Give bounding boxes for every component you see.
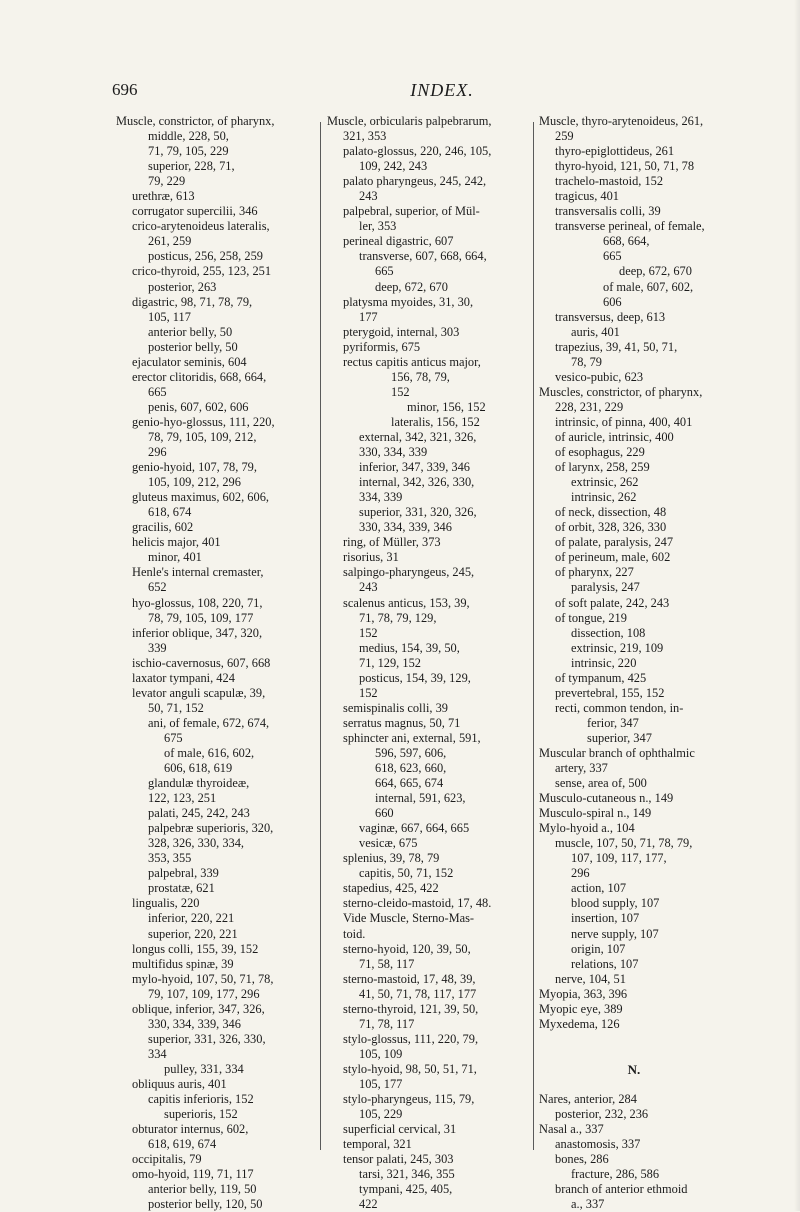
index-entry: 665 [375, 264, 394, 279]
index-entry: superior, 228, 71, [148, 159, 235, 174]
index-entry: corrugator supercilii, 346 [132, 204, 258, 219]
index-entry: Mylo-hyoid a., 104 [539, 821, 635, 836]
index-entry: thyro-hyoid, 121, 50, 71, 78 [555, 159, 695, 174]
index-entry: perineal digastric, 607 [343, 234, 454, 249]
index-entry: stylo-hyoid, 98, 50, 51, 71, [343, 1061, 477, 1076]
index-entry: 243 [359, 189, 378, 204]
index-entry: 261, 259 [148, 234, 192, 249]
index-entry: 156, 78, 79, [391, 369, 450, 384]
index-entry: stylo-pharyngeus, 115, 79, [343, 1092, 475, 1107]
index-entry: palato pharyngeus, 245, 242, [343, 174, 487, 189]
index-entry: 330, 334, 339 [359, 445, 428, 460]
index-entry: palpebræ superioris, 320, [148, 821, 274, 836]
index-entry: 339 [148, 640, 167, 655]
index-entry: of pharynx, 227 [555, 565, 634, 580]
index-entry: 71, 129, 152 [359, 655, 421, 670]
index-entry: 79, 107, 109, 177, 296 [148, 986, 260, 1001]
index-entry: superior, 331, 326, 330, [148, 1031, 266, 1046]
index-entry: thyro-epiglottideus, 261 [555, 144, 675, 159]
index-entry: Nasal a., 337 [539, 1122, 604, 1137]
index-entry: of neck, dissection, 48 [555, 505, 667, 520]
index-entry: crico-thyroid, 255, 123, 251 [132, 264, 272, 279]
index-entry: 71, 78, 117 [359, 1016, 415, 1031]
index-entry: 41, 50, 71, 78, 117, 177 [359, 986, 477, 1001]
index-entry: 675 [164, 730, 183, 745]
index-entry: capitis, 50, 71, 152 [359, 866, 454, 881]
index-entry: platysma myoides, 31, 30, [343, 294, 474, 309]
index-entry: 652 [148, 580, 167, 595]
index-entry: 78, 79, 105, 109, 212, [148, 429, 257, 444]
index-entry: intrinsic, 220 [571, 655, 637, 670]
index-entry: intrinsic, 262 [571, 490, 637, 505]
index-entry: laxator tympani, 424 [132, 670, 235, 685]
index-entry: 665 [148, 384, 167, 399]
index-entry: vesico-pubic, 623 [555, 369, 644, 384]
index-entry: 321, 353 [343, 129, 387, 144]
index-entry: 259 [555, 129, 574, 144]
index-entry: posterior, 263 [148, 279, 217, 294]
index-entry: obliquus auris, 401 [132, 1077, 227, 1091]
page-header [112, 80, 772, 104]
index-entry: palati, 245, 242, 243 [148, 806, 250, 821]
index-entry: anterior belly, 50 [148, 324, 233, 339]
index-entry: tarsi, 321, 346, 355 [359, 1167, 455, 1182]
index-entry: relations, 107 [571, 956, 639, 971]
index-entry: pulley, 331, 334 [164, 1061, 244, 1076]
index-entry: prevertebral, 155, 152 [555, 685, 665, 700]
column-divider [320, 122, 321, 1150]
index-entry: fracture, 286, 586 [571, 1167, 660, 1182]
index-entry: tensor palati, 245, 303 [343, 1152, 454, 1167]
index-entry: minor, 156, 152 [407, 399, 486, 414]
index-entry: 618, 619, 674 [148, 1137, 217, 1152]
index-entry: posterior belly, 50 [148, 339, 238, 354]
index-entry: insertion, 107 [571, 911, 640, 926]
index-entry: Muscles, constrictor, of pharynx, [539, 384, 703, 399]
index-entry: genio-hyoid, 107, 78, 79, [132, 460, 257, 475]
page-edge [794, 0, 800, 1211]
index-entry: 334, 339 [359, 490, 403, 505]
index-entry: 243 [359, 580, 378, 595]
index-entry: erector clitoridis, 668, 664, [132, 369, 267, 384]
index-entry: of esophagus, 229 [555, 445, 645, 460]
index-entry: of palate, paralysis, 247 [555, 535, 674, 550]
index-entry: palpebral, superior, of Mül- [343, 204, 480, 219]
index-entry: Nares, anterior, 284 [539, 1092, 637, 1107]
index-entry: sterno-cleido-mastoid, 17, 48. [343, 896, 492, 911]
index-entry: salpingo-pharyngeus, 245, [343, 565, 475, 580]
index-entry: internal, 591, 623, [375, 791, 466, 806]
index-entry: hyo-glossus, 108, 220, 71, [132, 595, 263, 610]
index-entry: origin, 107 [571, 941, 626, 956]
index-entry: inferior, 347, 339, 346 [359, 460, 471, 475]
index-entry: blood supply, 107 [571, 896, 660, 911]
index-entry: medius, 154, 39, 50, [359, 640, 460, 655]
index-entry: nerve supply, 107 [571, 926, 659, 941]
index-entry: ring, of Müller, 373 [343, 535, 441, 550]
index-entry: semispinalis colli, 39 [343, 700, 448, 715]
index-entry: muscle, 107, 50, 71, 78, 79, [555, 836, 693, 851]
index-entry: sense, area of, 500 [555, 776, 647, 791]
index-entry: action, 107 [571, 881, 627, 896]
index-entry: 122, 123, 251 [148, 791, 217, 806]
index-entry: 71, 58, 117 [359, 956, 415, 971]
index-entry: capitis inferioris, 152 [148, 1092, 254, 1107]
index-entry: superior, 347 [587, 730, 652, 745]
index-entry: transverse perineal, of female, [555, 219, 705, 234]
index-entry: 668, 664, [603, 234, 650, 249]
index-entry: 105, 109, 212, 296 [148, 475, 241, 490]
index-entry: a., 337 [571, 1197, 605, 1212]
index-entry: 296 [148, 445, 167, 460]
index-entry: sterno-mastoid, 17, 48, 39, [343, 971, 476, 986]
index-entry: stylo-glossus, 111, 220, 79, [343, 1031, 479, 1046]
index-entry: of larynx, 258, 259 [555, 460, 650, 475]
index-entry: nerve, 104, 51 [555, 971, 626, 986]
index-entry: Muscle, constrictor, of pharynx, [116, 114, 275, 128]
index-entry: 152 [391, 384, 410, 399]
index-entry: Myopic eye, 389 [539, 1001, 623, 1016]
index-entry: posticus, 154, 39, 129, [359, 670, 471, 685]
index-entry: Musculo-spiral n., 149 [539, 806, 652, 821]
index-entry: lateralis, 156, 152 [391, 414, 480, 429]
index-entry: Henle's internal cremaster, [132, 565, 264, 580]
index-entry: of soft palate, 242, 243 [555, 595, 670, 610]
index-entry: crico-arytenoideus lateralis, [132, 219, 270, 234]
index-entry: of auricle, intrinsic, 400 [555, 429, 674, 444]
running-title: INDEX. [410, 80, 474, 100]
index-entry: recti, common tendon, in- [555, 700, 684, 715]
index-entry: transversalis colli, 39 [555, 204, 661, 219]
index-entry: tragicus, 401 [555, 189, 620, 204]
index-entry: sterno-hyoid, 120, 39, 50, [343, 941, 471, 956]
index-entry: superficial cervical, 31 [343, 1122, 457, 1137]
index-entry: 107, 109, 117, 177, [571, 851, 667, 866]
index-entry: superior, 220, 221 [148, 926, 238, 941]
index-entry: glandulæ thyroideæ, [148, 776, 250, 791]
index-entry: 664, 665, 674 [375, 776, 444, 791]
index-entry: extrinsic, 262 [571, 475, 639, 490]
index-entry: gracilis, 602 [132, 520, 194, 535]
section-heading: N. [627, 1061, 641, 1077]
index-entry: 606, 618, 619 [164, 761, 233, 776]
index-entry: palpebral, 339 [148, 866, 219, 881]
index-entry: 330, 334, 339, 346 [148, 1016, 241, 1031]
index-entry: 328, 326, 330, 334, [148, 836, 245, 851]
index-entry: multifidus spinæ, 39 [132, 956, 234, 971]
index-entry: obturator internus, 602, [132, 1122, 249, 1137]
index-entry: 71, 79, 105, 229 [148, 144, 229, 159]
index-entry: of perineum, male, 602 [555, 550, 671, 565]
index-column-1 [116, 114, 316, 1212]
index-entry: 105, 109 [359, 1046, 403, 1061]
index-entry: 105, 229 [359, 1107, 403, 1122]
index-entry: middle, 228, 50, [148, 129, 229, 144]
index-entry: 228, 231, 229 [555, 399, 624, 414]
index-entry: mylo-hyoid, 107, 50, 71, 78, [132, 971, 274, 986]
index-entry: 79, 229 [148, 174, 186, 189]
index-entry: 105, 177 [359, 1077, 403, 1091]
index-entry: pyriformis, 675 [343, 339, 421, 354]
index-entry: posterior, 232, 236 [555, 1107, 649, 1122]
index-entry: of male, 616, 602, [164, 745, 255, 760]
index-entry: levator anguli scapulæ, 39, [132, 685, 266, 700]
index-entry: scalenus anticus, 153, 39, [343, 595, 470, 610]
index-entry: longus colli, 155, 39, 152 [132, 941, 259, 956]
index-entry: 353, 355 [148, 851, 192, 866]
index-entry: ler, 353 [359, 219, 397, 234]
index-entry: 618, 674 [148, 505, 192, 520]
index-entry: posterior belly, 120, 50 [148, 1197, 263, 1212]
page-number: 696 [112, 80, 138, 99]
index-entry: inferior, 220, 221 [148, 911, 235, 926]
index-entry: temporal, 321 [343, 1137, 412, 1152]
index-entry: genio-hyo-glossus, 111, 220, [132, 414, 275, 429]
index-entry: auris, 401 [571, 324, 620, 339]
index-entry: vaginæ, 667, 664, 665 [359, 821, 470, 836]
index-entry: Myxedema, 126 [539, 1016, 620, 1031]
index-entry: deep, 672, 670 [619, 264, 692, 279]
index-entry: external, 342, 321, 326, [359, 429, 477, 444]
index-entry: 78, 79 [571, 354, 602, 369]
index-entry: palato-glossus, 220, 246, 105, [343, 144, 492, 159]
index-entry: 50, 71, 152 [148, 700, 204, 715]
index-entry: 109, 242, 243 [359, 159, 428, 174]
index-entry: superior, 331, 320, 326, [359, 505, 477, 520]
index-entry: extrinsic, 219, 109 [571, 640, 664, 655]
index-entry: anastomosis, 337 [555, 1137, 641, 1152]
index-entry: dissection, 108 [571, 625, 646, 640]
index-entry: sterno-thyroid, 121, 39, 50, [343, 1001, 479, 1016]
index-entry: 296 [571, 866, 590, 881]
index-entry: 177 [359, 309, 378, 324]
index-entry: tympani, 425, 405, [359, 1182, 453, 1197]
index-entry: 152 [359, 685, 378, 700]
index-entry: paralysis, 247 [571, 580, 640, 595]
index-entry: 618, 623, 660, [375, 761, 447, 776]
index-entry: transversus, deep, 613 [555, 309, 666, 324]
index-entry: internal, 342, 326, 330, [359, 475, 475, 490]
index-entry: anterior belly, 119, 50 [148, 1182, 257, 1197]
index-entry: 334 [148, 1046, 167, 1061]
index-entry: urethræ, 613 [132, 189, 195, 204]
index-entry: Muscle, thyro-arytenoideus, 261, [539, 114, 704, 128]
index-entry: Muscular branch of ophthalmic [539, 745, 695, 760]
index-entry: Muscle, orbicularis palpebrarum, [327, 114, 492, 128]
index-entry: ischio-cavernosus, 607, 668 [132, 655, 271, 670]
index-entry: helicis major, 401 [132, 535, 221, 550]
index-entry: 660 [375, 806, 394, 821]
index-entry: occipitalis, 79 [132, 1152, 202, 1167]
index-entry: gluteus maximus, 602, 606, [132, 490, 269, 505]
index-entry: sphincter ani, external, 591, [343, 730, 481, 745]
index-entry: 71, 78, 79, 129, [359, 610, 437, 625]
column-divider [533, 122, 534, 1150]
index-entry: rectus capitis anticus major, [343, 354, 481, 369]
blank-line [539, 1047, 769, 1062]
index-entry: stapedius, 425, 422 [343, 881, 439, 896]
index-entry: intrinsic, of pinna, 400, 401 [555, 414, 693, 429]
index-entry: of tympanum, 425 [555, 670, 647, 685]
index-entry: 78, 79, 105, 109, 177 [148, 610, 254, 625]
index-entry: artery, 337 [555, 761, 608, 776]
index-entry: splenius, 39, 78, 79 [343, 851, 440, 866]
index-entry: Vide Muscle, Sterno-Mas- [343, 911, 475, 926]
index-entry: risorius, 31 [343, 550, 399, 565]
index-entry: posticus, 256, 258, 259 [148, 249, 263, 264]
blank-line [539, 1032, 769, 1047]
index-entry: lingualis, 220 [132, 896, 200, 911]
index-entry: Musculo-cutaneous n., 149 [539, 791, 674, 806]
index-entry: 606 [603, 294, 622, 309]
index-columns [116, 114, 776, 1212]
index-entry: trapezius, 39, 41, 50, 71, [555, 339, 678, 354]
index-entry: 665 [603, 249, 622, 264]
index-entry: of male, 607, 602, [603, 279, 694, 294]
index-entry: ani, of female, 672, 674, [148, 715, 270, 730]
index-entry: superioris, 152 [164, 1107, 238, 1122]
index-entry: 152 [359, 625, 378, 640]
index-entry: deep, 672, 670 [375, 279, 448, 294]
blank-line [539, 1077, 769, 1092]
index-entry: inferior oblique, 347, 320, [132, 625, 263, 640]
index-entry: bones, 286 [555, 1152, 609, 1167]
index-column-2 [327, 114, 542, 1212]
index-entry: 105, 117 [148, 309, 191, 324]
index-column-3 [539, 114, 769, 1212]
index-entry: branch of anterior ethmoid [555, 1182, 688, 1197]
index-entry: digastric, 98, 71, 78, 79, [132, 294, 253, 309]
index-entry: transverse, 607, 668, 664, [359, 249, 487, 264]
index-entry: toid. [343, 926, 366, 941]
index-entry: 422 [359, 1197, 378, 1212]
index-entry: 596, 597, 606, [375, 745, 447, 760]
index-entry: oblique, inferior, 347, 326, [132, 1001, 265, 1016]
index-entry: serratus magnus, 50, 71 [343, 715, 461, 730]
index-entry: minor, 401 [148, 550, 202, 565]
index-entry: Myopia, 363, 396 [539, 986, 628, 1001]
index-entry: of tongue, 219 [555, 610, 627, 625]
index-entry: trachelo-mastoid, 152 [555, 174, 664, 189]
index-entry: ejaculator seminis, 604 [132, 354, 247, 369]
index-entry: of orbit, 328, 326, 330 [555, 520, 667, 535]
index-entry: ferior, 347 [587, 715, 639, 730]
index-entry: 330, 334, 339, 346 [359, 520, 452, 535]
index-entry: vesicæ, 675 [359, 836, 418, 851]
index-entry: pterygoid, internal, 303 [343, 324, 460, 339]
index-entry: omo-hyoid, 119, 71, 117 [132, 1167, 254, 1182]
index-entry: prostatæ, 621 [148, 881, 215, 896]
index-entry: penis, 607, 602, 606 [148, 399, 249, 414]
